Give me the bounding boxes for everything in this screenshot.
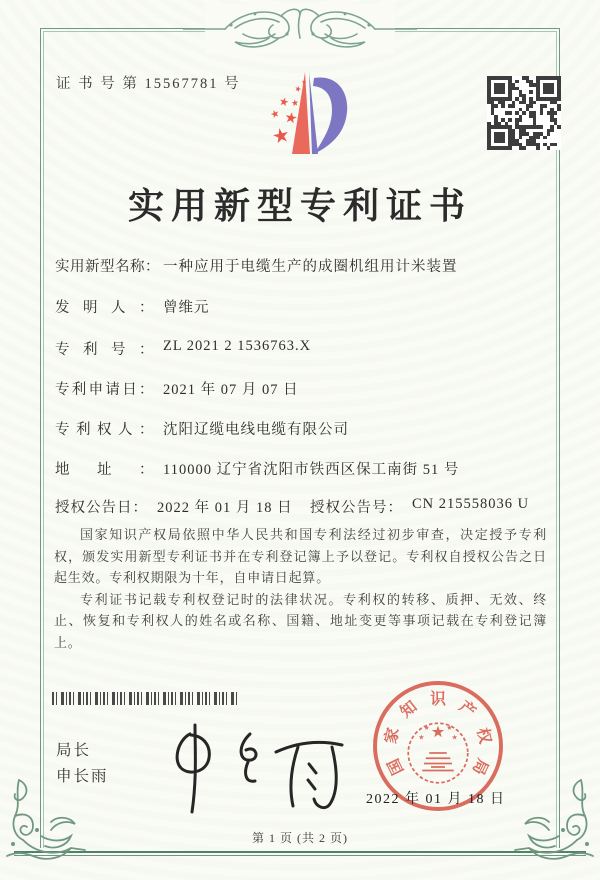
handwritten-signature bbox=[158, 720, 354, 820]
cnipa-logo-icon bbox=[251, 64, 351, 166]
field-value: 110000 辽宁省沈阳市铁西区保工南街 51 号 bbox=[163, 462, 460, 478]
legal-paragraph-2: 专利证书记载专利权登记时的法律状况。专利权的转移、质押、无效、终止、恢复和专利权人的姓名或名称、国籍、地址变更等事项记载在专利登记簿上。 bbox=[54, 591, 547, 650]
grant-no-label: 授权公告号： bbox=[310, 500, 403, 516]
field-row-patentee bbox=[55, 418, 349, 439]
field-value: 曾维元 bbox=[163, 300, 210, 316]
svg-text:产: 产 bbox=[455, 698, 479, 722]
commissioner-title: 局长 bbox=[56, 742, 92, 759]
certificate-number: 证 书 号 第 15567781 号 bbox=[56, 76, 241, 92]
field-row-inventor bbox=[55, 296, 210, 317]
page-number: 第 1 页 (共 2 页) bbox=[252, 831, 348, 845]
top-flourish-ornament bbox=[183, 4, 417, 54]
field-value: 沈阳辽缆电线电缆有限公司 bbox=[163, 422, 349, 438]
grant-date-value: 2022 年 01 月 18 日 bbox=[157, 500, 293, 516]
field-label: 专利申请日： bbox=[55, 382, 154, 398]
legal-paragraph-1: 国家知识产权局依照中华人民共和国专利法经过初步审查，决定授予专利权，颁发实用新型专利证书并在专利登记簿上予以登记。专利权自授权公告之日起生效。专利权期限为十年，自申请日起算。 bbox=[54, 527, 547, 585]
field-label: 地址： bbox=[55, 462, 154, 478]
field-label: 实用新型名称： bbox=[55, 259, 160, 275]
qr-code bbox=[487, 76, 561, 150]
field-label: 专利权人： bbox=[55, 422, 154, 438]
field-label: 发明人： bbox=[55, 300, 154, 316]
bottom-right-corner-ornament bbox=[513, 778, 595, 862]
svg-text:权: 权 bbox=[473, 726, 494, 746]
seal-date: 2022 年 01 月 18 日 bbox=[366, 792, 506, 807]
commissioner-name: 申长雨 bbox=[56, 768, 109, 785]
svg-text:局: 局 bbox=[468, 755, 491, 778]
legal-text bbox=[54, 524, 547, 653]
grant-no-value: CN 215558036 U bbox=[412, 496, 530, 512]
field-row-name bbox=[55, 255, 458, 276]
grant-date-label: 授权公告日： bbox=[55, 500, 148, 516]
bottom-left-corner-ornament bbox=[5, 778, 87, 862]
field-label: 专利号： bbox=[55, 342, 154, 358]
field-row-address bbox=[55, 458, 459, 479]
svg-text:知: 知 bbox=[397, 698, 421, 722]
svg-text:国: 国 bbox=[385, 755, 408, 778]
field-value: ZL 2021 2 1536763.X bbox=[163, 338, 312, 354]
field-row-patent-no bbox=[55, 338, 311, 359]
field-row-filing-date bbox=[55, 378, 299, 399]
svg-text:家: 家 bbox=[382, 726, 403, 746]
certificate-title: 实用新型专利证书 bbox=[127, 186, 472, 226]
barcode bbox=[52, 692, 238, 705]
field-row-grant bbox=[55, 496, 529, 517]
field-value: 一种应用于电缆生产的成圈机组用计米装置 bbox=[163, 259, 458, 275]
bottom-rule bbox=[14, 851, 586, 856]
svg-text:识: 识 bbox=[430, 691, 446, 708]
field-value: 2021 年 07 月 07 日 bbox=[163, 382, 299, 398]
